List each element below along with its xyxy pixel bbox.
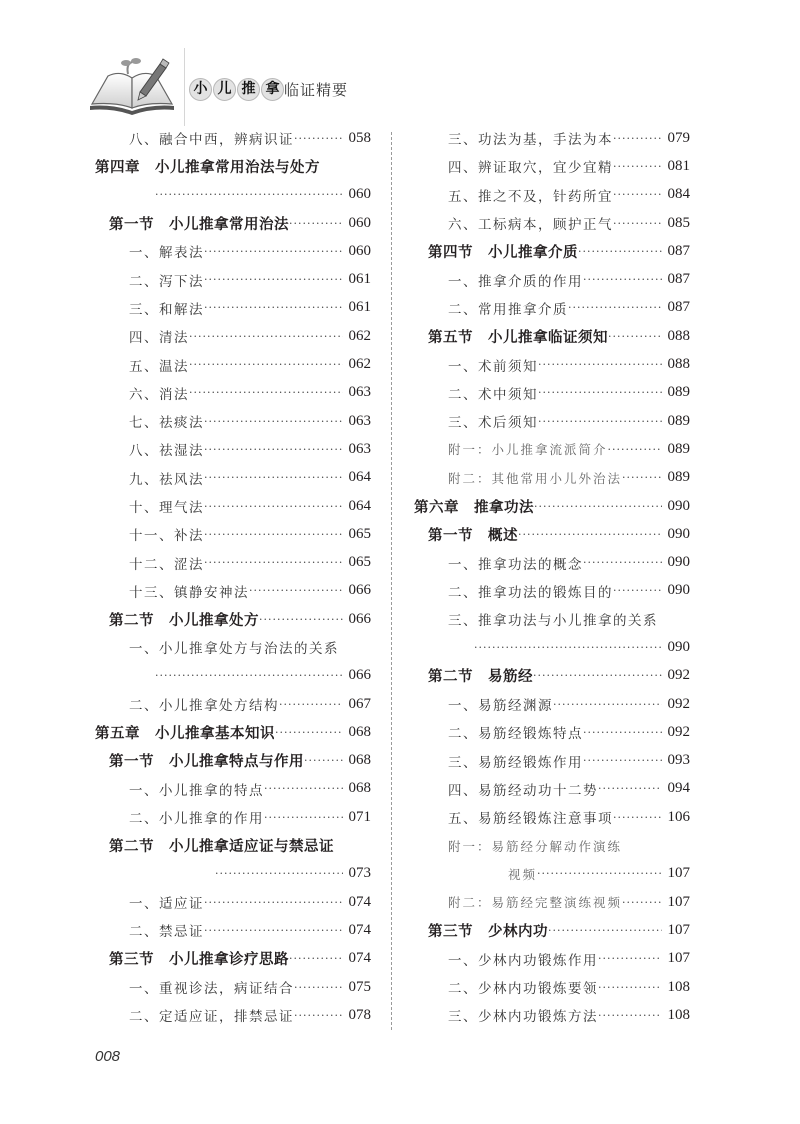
toc-entry[interactable] [414,464,690,492]
toc-entry-page: 090 [667,582,690,599]
series-char: 推 [237,78,260,101]
toc-entry[interactable] [95,860,371,888]
toc-entry-title: 第二节 易筋经 [428,669,533,686]
toc-entry[interactable] [414,548,690,576]
toc-entry-page: 074 [348,893,371,910]
toc-entry-page: 089 [667,384,690,401]
toc-entry-title: 四、清法 [129,330,189,347]
dot-leader [204,896,343,909]
toc-entry-page: 092 [667,667,690,684]
toc-entry[interactable] [95,124,371,152]
toc-entry-page: 067 [348,695,371,712]
toc-entry[interactable] [414,775,690,803]
toc-entry[interactable] [414,945,690,973]
toc-entry-page: 066 [348,610,371,627]
toc-entry[interactable] [414,973,690,1001]
toc-entry-title: 第六章 推拿功法 [414,499,534,516]
toc-entry[interactable] [414,492,690,520]
dot-leader [259,613,343,626]
toc-entry-title: 三、推拿功法与小儿推拿的关系 [448,613,658,630]
dot-leader [613,217,662,230]
dot-leader [598,782,662,795]
dot-leader [294,132,343,145]
toc-entry[interactable] [414,265,690,293]
dot-leader [622,471,661,484]
toc-entry-page: 079 [667,129,690,146]
dot-leader [598,981,662,994]
toc-entry-title: 一、小儿推拿的特点 [129,782,264,799]
toc-entry-title: 六、工标病本，顾护正气 [448,217,613,234]
toc-entry[interactable] [95,464,371,492]
toc-entry-page: 068 [348,780,371,797]
dot-leader [538,358,662,371]
toc-entry[interactable] [95,379,371,407]
toc-entry[interactable] [414,322,690,350]
toc-entry[interactable] [414,435,690,463]
dot-leader [613,188,662,201]
toc-entry-title: 第五章 小儿推拿基本知识 [95,725,275,742]
dot-leader [538,386,662,399]
dot-leader [533,669,662,682]
toc-entry-page: 090 [667,497,690,514]
toc-entry-page: 093 [667,752,690,769]
toc-entry[interactable] [95,775,371,803]
toc-entry[interactable] [414,577,690,605]
toc-entry-title: 一、易筋经渊源 [448,698,553,715]
dot-leader [583,754,662,767]
toc-entry-title: 二、常用推拿介质 [448,301,568,318]
toc-entry[interactable] [414,152,690,180]
dot-leader [215,867,343,880]
toc-entry-page: 066 [348,667,371,684]
toc-entry-page: 068 [348,723,371,740]
toc-entry-title: 一、解表法 [129,245,204,262]
page-header [88,48,408,118]
toc-entry-title: 第三节 少林内功 [428,923,548,940]
toc-entry[interactable] [95,1001,371,1029]
toc-entry-page: 089 [667,469,690,486]
toc-entry[interactable] [95,265,371,293]
dot-leader [608,443,662,456]
toc-entry[interactable] [95,662,371,690]
dot-leader [189,386,343,399]
toc-entry[interactable] [95,831,371,859]
series-char: 儿 [213,78,236,101]
dot-leader [204,443,343,456]
toc-entry[interactable] [414,860,690,888]
toc-entry-title: 三、和解法 [129,301,204,318]
toc-entry-title: 附一：易筋经分解动作演练 [448,838,623,854]
toc-entry-title: 十、理气法 [129,500,204,516]
toc-entry-title: 三、功法为基，手法为本 [448,132,613,149]
dot-leader [613,584,662,597]
toc-entry[interactable] [414,718,690,746]
dot-leader [613,132,662,145]
toc-entry[interactable] [414,662,690,690]
toc-entry-page: 064 [348,497,371,514]
toc-entry[interactable] [95,577,371,605]
toc-entry-title: 第二节 小儿推拿适应证与禁忌证 [109,839,334,856]
toc-entry-page: 073 [348,865,371,882]
dot-leader [155,188,343,201]
toc-entry-page: 088 [667,356,690,373]
toc-entry-page: 060 [348,242,371,259]
toc-entry-title: 一、适应证 [129,896,204,913]
toc-entry-title: 第一节 小儿推拿特点与作用 [109,754,304,771]
toc-entry-page: 084 [667,186,690,203]
toc-entry[interactable] [95,181,371,209]
toc-entry-title: 二、定适应证，排禁忌证 [129,1009,294,1026]
dot-leader [568,301,662,314]
dot-leader [249,584,343,597]
toc-entry[interactable] [95,747,371,775]
dot-leader [553,698,662,711]
toc-entry[interactable] [95,945,371,973]
toc-entry-page: 060 [348,214,371,231]
toc-entry-title: 十二、涩法 [129,556,204,573]
toc-entry[interactable] [95,916,371,944]
header-separator [184,48,185,126]
dot-leader [289,952,343,965]
toc-entry-page: 065 [348,525,371,542]
toc-entry[interactable] [414,803,690,831]
toc-entry-page: 092 [667,723,690,740]
toc-entry-title: 附二：其他常用小儿外治法 [448,470,623,486]
toc-left-column [95,124,371,1030]
toc-entry-page: 062 [348,327,371,344]
dot-leader [189,358,343,371]
toc-entry-page: 060 [348,186,371,203]
toc-entry-title: 第四章 小儿推拿常用治法与处方 [95,159,320,176]
toc-entry[interactable] [95,520,371,548]
toc-entry-page: 092 [667,695,690,712]
dot-leader [518,528,662,541]
toc-entry[interactable] [95,350,371,378]
toc-entry-page: 066 [348,582,371,599]
series-char: 拿 [261,78,284,101]
toc-entry-title: 十三、镇静安神法 [129,584,249,601]
toc-entry-title: 二、泻下法 [129,273,204,290]
dot-leader [294,981,343,994]
dot-leader [294,1009,343,1022]
toc-entry[interactable] [414,124,690,152]
toc-entry-title: 第二节 小儿推拿处方 [109,612,259,629]
toc-entry-title: 六、消法 [129,386,189,403]
toc-entry-title: 三、少林内功锻炼方法 [448,1009,598,1026]
toc-entry[interactable] [95,718,371,746]
toc-entry[interactable] [414,350,690,378]
dot-leader [155,669,343,682]
toc-entry-page: 108 [667,1006,690,1023]
toc-entry-page: 089 [667,440,690,457]
toc-entry-title: 二、推拿功法的锻炼目的 [448,584,613,601]
toc-entry-title: 四、易筋经动功十二势 [448,782,598,799]
toc-entry-title: 第三节 小儿推拿诊疗思路 [109,952,289,969]
toc-entry-title: 十一、补法 [129,528,204,545]
toc-entry-page: 106 [667,808,690,825]
toc-entry-page: 094 [667,780,690,797]
dot-leader [537,867,661,880]
page-number: 008 [95,1048,121,1065]
open-book-pencil-icon [88,48,176,118]
dot-leader [474,641,662,654]
dot-leader [613,160,662,173]
dot-leader [304,754,343,767]
toc-entry-title: 一、术前须知 [448,358,538,375]
toc-entry[interactable] [95,209,371,237]
toc-entry-title: 二、少林内功锻炼要领 [448,981,598,998]
toc-entry-title: 一、少林内功锻炼作用 [448,952,598,969]
toc-entry[interactable] [414,407,690,435]
toc-entry[interactable] [95,803,371,831]
dot-leader [204,245,343,258]
toc-entry[interactable] [95,605,371,633]
toc-entry[interactable] [414,237,690,265]
toc-entry-page: 089 [667,412,690,429]
toc-entry-page: 068 [348,752,371,769]
toc-entry[interactable] [414,294,690,322]
toc-entry-title: 四、辨证取穴，宜少宜精 [448,160,613,177]
toc-entry-page: 107 [667,921,690,938]
toc-entry[interactable] [95,322,371,350]
toc-entry-page: 062 [348,356,371,373]
toc-entry[interactable] [95,973,371,1001]
dot-leader [583,273,662,286]
toc-entry[interactable] [414,605,690,633]
toc-entry-page: 108 [667,978,690,995]
toc-entry-title: 五、推之不及，针药所宜 [448,188,613,205]
toc-entry-title: 一、小儿推拿处方与治法的关系 [129,641,339,658]
toc-entry-page: 078 [348,1006,371,1023]
toc-entry[interactable] [414,831,690,859]
toc-entry-title: 三、易筋经锻炼作用 [448,754,583,771]
toc-entry[interactable] [95,548,371,576]
toc-entry[interactable] [414,379,690,407]
toc-entry-page: 063 [348,384,371,401]
toc-entry-title: 第一节 概述 [428,527,518,544]
toc-entry-title: 二、术中须知 [448,386,538,403]
toc-entry[interactable] [414,916,690,944]
toc-entry[interactable] [414,888,690,916]
dot-leader [204,924,343,937]
toc-entry-page: 074 [348,950,371,967]
toc-entry[interactable] [95,152,371,180]
dot-leader [598,952,662,965]
dot-leader [204,415,343,428]
toc-entry-page: 087 [667,299,690,316]
dot-leader [189,330,343,343]
toc-entry-title: 第五节 小儿推拿临证须知 [428,329,608,346]
toc-entry-page: 064 [348,469,371,486]
toc-entry-title: 附二：易筋经完整演练视频 [448,895,623,911]
series-char: 小 [189,78,212,101]
toc-right-column [414,124,690,1030]
toc-entry-title: 第一节 小儿推拿常用治法 [109,216,289,233]
toc-entry[interactable] [414,690,690,718]
toc-entry-title: 视频 [508,866,538,882]
toc-entry[interactable] [95,435,371,463]
toc-entry[interactable] [414,520,690,548]
toc-entry-title: 二、小儿推拿的作用 [129,811,264,828]
toc-entry-title: 八、祛湿法 [129,443,204,460]
dot-leader [598,1009,662,1022]
toc-entry-title: 九、祛风法 [129,471,204,488]
toc-entry-title: 一、推拿功法的概念 [448,556,583,573]
dot-leader [204,301,343,314]
dot-leader [289,217,343,230]
toc-entry-page: 063 [348,440,371,457]
dot-leader [204,556,343,569]
dot-leader [548,924,662,937]
toc-entry-page: 090 [667,525,690,542]
toc-entry-page: 063 [348,412,371,429]
toc-entry[interactable] [95,888,371,916]
toc-entry[interactable] [414,633,690,661]
dot-leader [204,500,343,513]
toc-entry[interactable] [414,1001,690,1029]
toc-entry-page: 090 [667,554,690,571]
toc-entry-title: 二、小儿推拿处方结构 [129,698,279,715]
toc-entry-title: 五、温法 [129,358,189,375]
dot-leader [204,471,343,484]
toc-entry-title: 一、重视诊法，病证结合 [129,981,294,998]
dot-leader [204,273,343,286]
toc-entry[interactable] [414,209,690,237]
toc-entry-page: 074 [348,921,371,938]
toc-entry-title: 八、融合中西，辨病识证 [129,132,294,149]
toc-entry-title: 二、禁忌证 [129,924,204,941]
dot-leader [613,811,662,824]
dot-leader [583,556,662,569]
toc-entry-title: 附一：小儿推拿流派简介 [448,442,608,458]
toc-entry-page: 090 [667,638,690,655]
toc-entry-page: 071 [348,808,371,825]
toc-entry[interactable] [414,181,690,209]
dot-leader [275,726,343,739]
dot-leader [264,782,343,795]
toc-entry-title: 第四节 小儿推拿介质 [428,244,578,261]
dot-leader [622,896,661,909]
toc-entry-page: 061 [348,271,371,288]
toc-entry-page: 058 [348,129,371,146]
toc-entry[interactable] [95,690,371,718]
dot-leader [279,698,343,711]
toc-entry[interactable] [95,294,371,322]
toc-entry-page: 081 [667,157,690,174]
series-logo [189,78,284,101]
toc-entry-title: 三、术后须知 [448,415,538,432]
column-divider [391,132,392,1030]
dot-leader [204,528,343,541]
toc-entry-page: 107 [667,950,690,967]
toc-entry-title: 一、推拿介质的作用 [448,273,583,290]
dot-leader [264,811,343,824]
book-title: 临证精要 [284,81,349,99]
toc-entry-page: 107 [667,865,690,882]
toc-entry-page: 087 [667,271,690,288]
toc-entry-title: 七、祛痰法 [129,415,204,432]
toc-entry[interactable] [95,407,371,435]
toc-entry-page: 061 [348,299,371,316]
dot-leader [534,500,662,513]
toc-entry-title: 五、易筋经锻炼注意事项 [448,811,613,828]
toc-entry-page: 087 [667,242,690,259]
dot-leader [583,726,662,739]
toc-entry[interactable] [95,633,371,661]
toc-entry-page: 107 [667,893,690,910]
dot-leader [538,415,662,428]
dot-leader [578,245,662,258]
toc-entry[interactable] [95,237,371,265]
toc-entry[interactable] [414,747,690,775]
toc-entry[interactable] [95,492,371,520]
toc-entry-title: 二、易筋经锻炼特点 [448,726,583,743]
toc-entry-page: 085 [667,214,690,231]
toc-entry-page: 065 [348,554,371,571]
dot-leader [608,330,662,343]
toc-entry-page: 088 [667,327,690,344]
toc-entry-page: 075 [348,978,371,995]
